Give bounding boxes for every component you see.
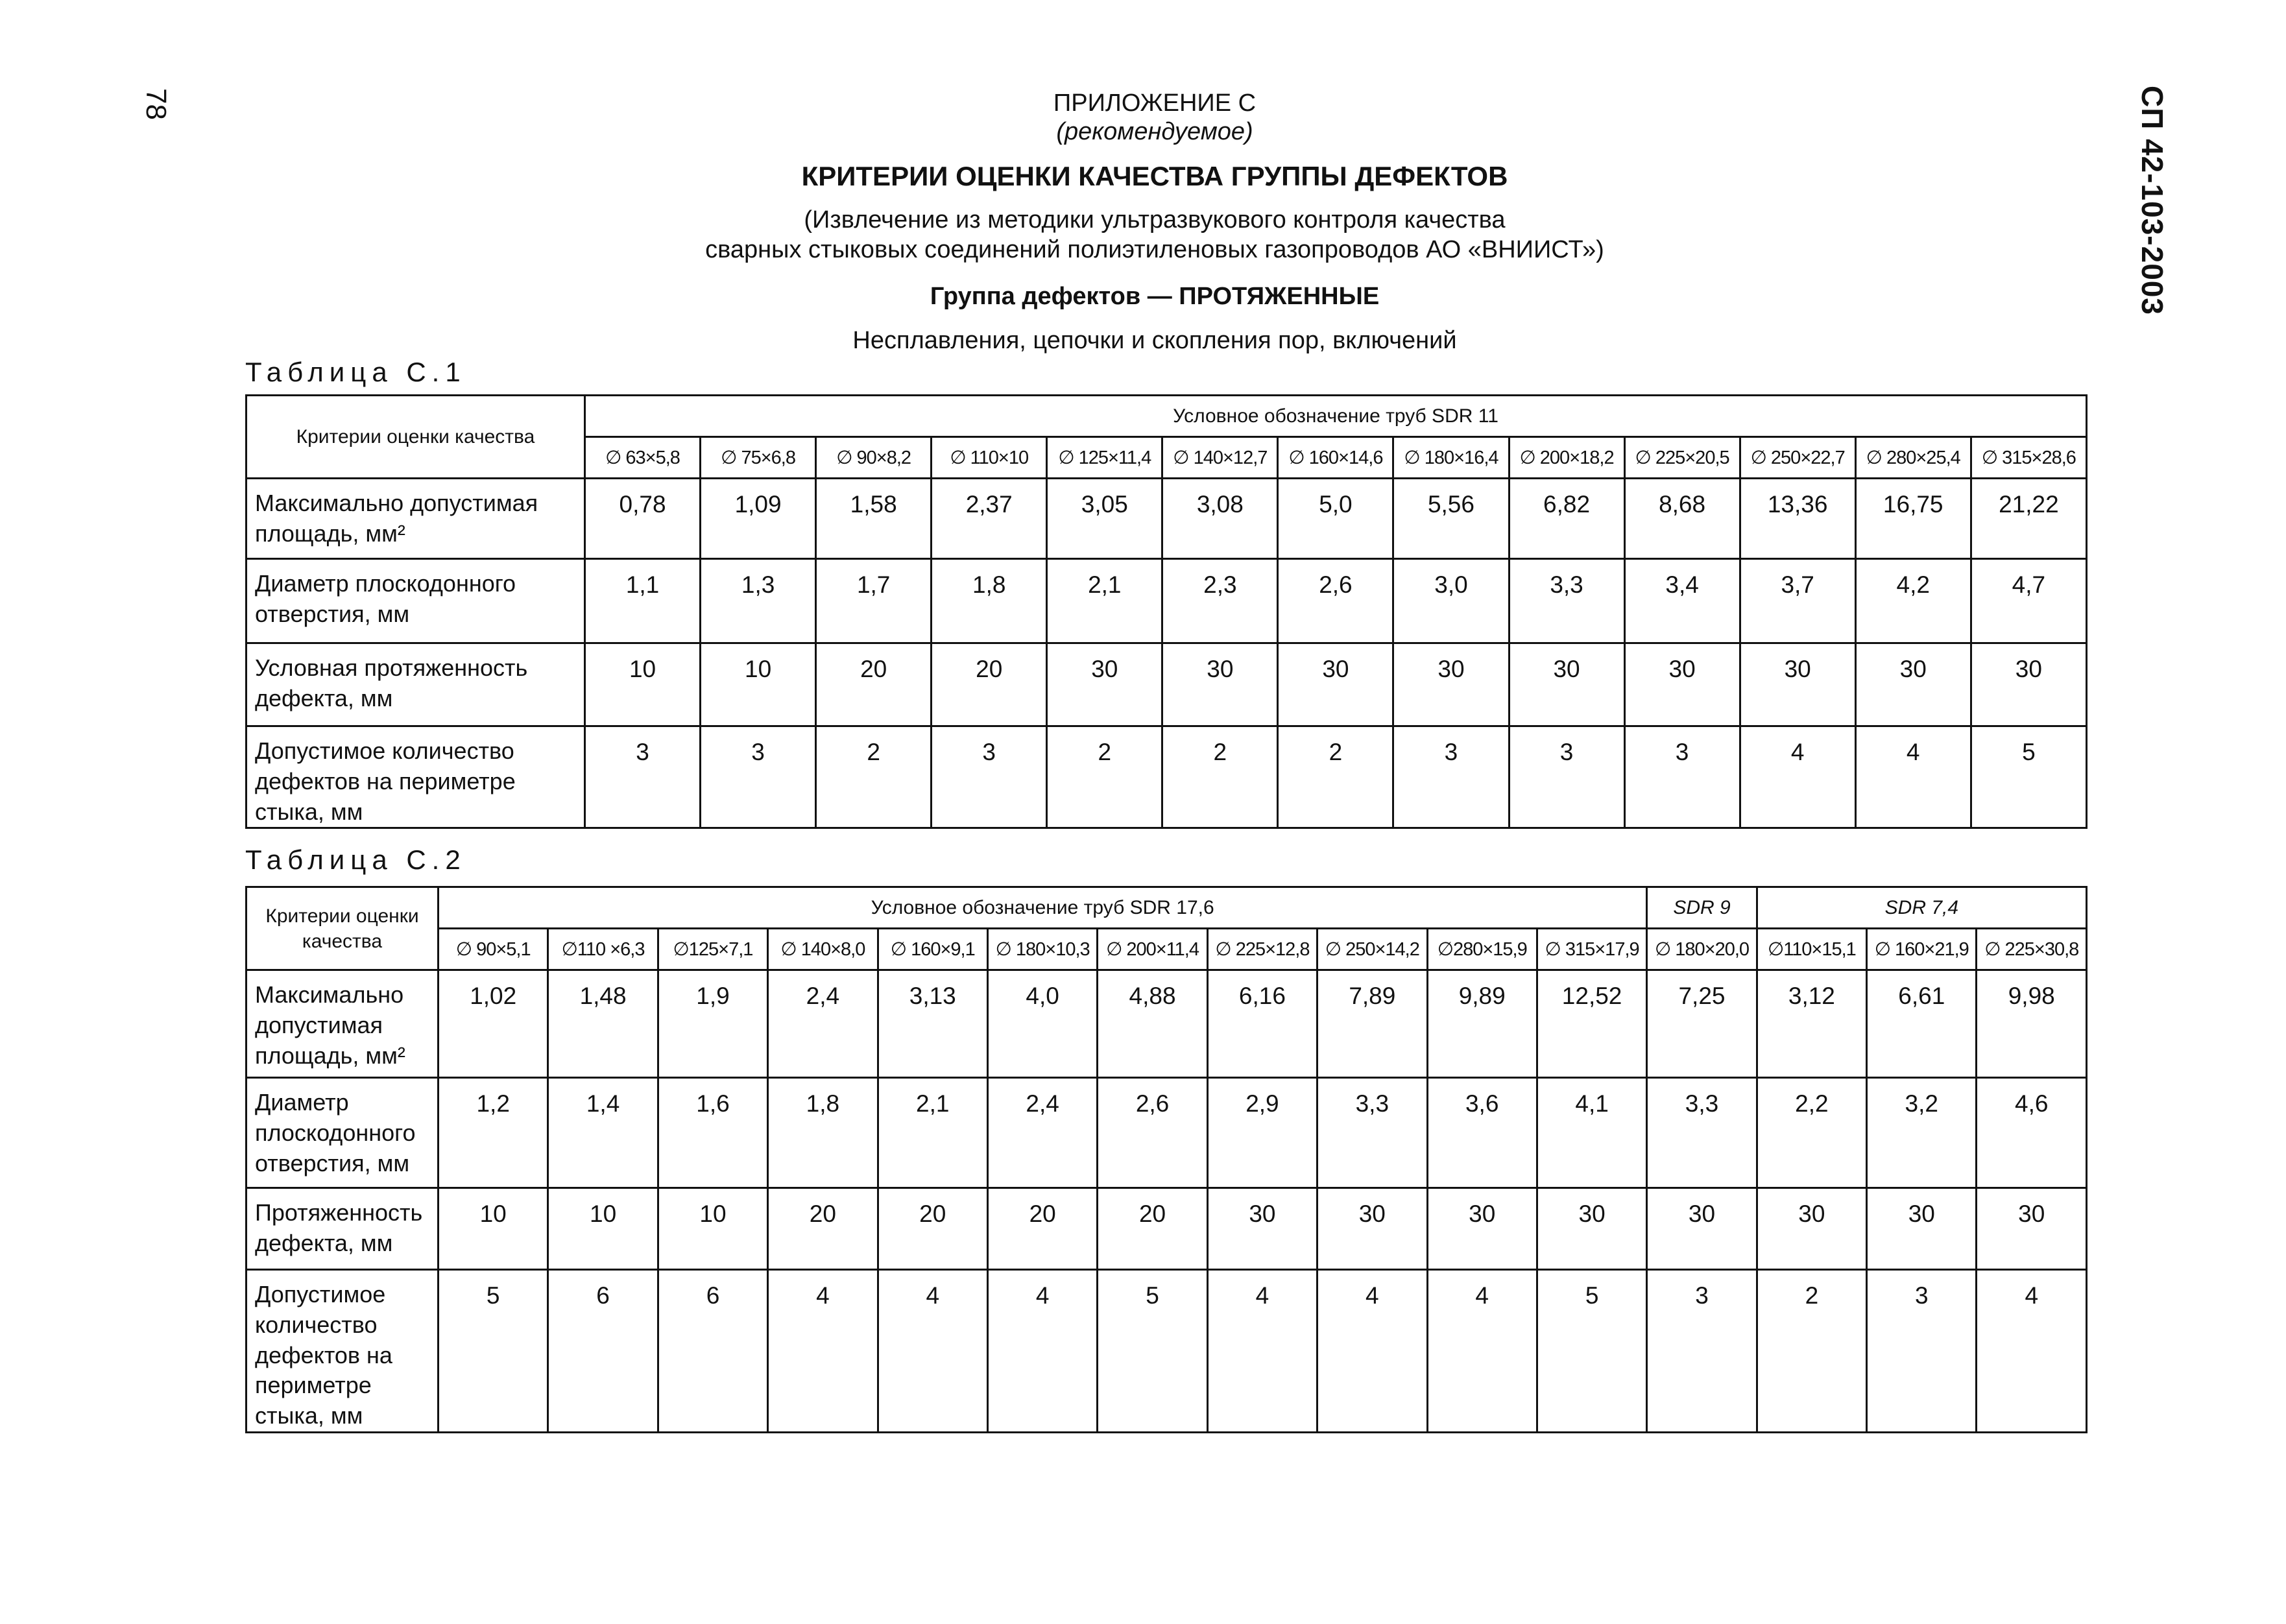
size-header-cell: ∅ 160×14,6: [1278, 437, 1393, 479]
size-header-cell: ∅ 250×22,7: [1740, 437, 1855, 479]
value-cell: 2,1: [1047, 559, 1162, 643]
value-cell: 30: [1047, 643, 1162, 726]
value-cell: 30: [1162, 643, 1278, 726]
table-c1: [245, 394, 2087, 829]
table-row: [247, 970, 2087, 1078]
value-cell: 3,08: [1162, 479, 1278, 559]
value-cell: 30: [1278, 643, 1393, 726]
size-header-cell: ∅280×15,9: [1427, 929, 1537, 970]
value-cell: 30: [1509, 643, 1624, 726]
value-cell: 30: [1624, 643, 1740, 726]
value-cell: 4: [768, 1270, 878, 1433]
defect-group-title: Группа дефектов — ПРОТЯЖЕННЫЕ: [930, 283, 1380, 310]
value-cell: 1,7: [816, 559, 932, 643]
table2-size-row: [247, 929, 2087, 970]
value-cell: 2: [816, 726, 932, 828]
value-cell: 5: [1098, 1270, 1207, 1433]
value-cell: 6,82: [1509, 479, 1624, 559]
appendix-label: ПРИЛОЖЕНИЕ С: [1053, 90, 1257, 117]
size-header-cell: ∅ 125×11,4: [1047, 437, 1162, 479]
value-cell: 4,6: [1977, 1078, 2087, 1188]
value-cell: 2: [1757, 1270, 1866, 1433]
value-cell: 30: [1393, 643, 1509, 726]
table2-sdr176-header: Условное обозначение труб SDR 17,6: [439, 887, 1647, 929]
table1-body: [247, 479, 2087, 828]
size-header-cell: ∅ 180×16,4: [1393, 437, 1509, 479]
value-cell: 2: [1047, 726, 1162, 828]
value-cell: 3: [1647, 1270, 1757, 1433]
size-header-cell: ∅ 140×12,7: [1162, 437, 1278, 479]
value-cell: 3,4: [1624, 559, 1740, 643]
value-cell: 1,09: [701, 479, 816, 559]
value-cell: 10: [701, 643, 816, 726]
value-cell: 10: [585, 643, 701, 726]
value-cell: 4: [1427, 1270, 1537, 1433]
value-cell: 3: [1624, 726, 1740, 828]
defect-subgroup: Несплавления, цепочки и скопления пор, включений: [852, 327, 1457, 354]
size-header-cell: ∅ 315×28,6: [1971, 437, 2086, 479]
value-cell: 20: [1098, 1188, 1207, 1270]
value-cell: 30: [1977, 1188, 2087, 1270]
table2-caption: Таблица С.2: [245, 844, 466, 875]
value-cell: 30: [1537, 1188, 1646, 1270]
value-cell: 2,4: [987, 1078, 1097, 1188]
value-cell: 6,61: [1867, 970, 1977, 1078]
table-row: [247, 726, 2087, 828]
value-cell: 2,1: [878, 1078, 987, 1188]
table2-criteria-header: Критерии оценки качества: [247, 887, 439, 970]
value-cell: 1,2: [439, 1078, 548, 1188]
value-cell: 2,3: [1162, 559, 1278, 643]
value-cell: 5,0: [1278, 479, 1393, 559]
value-cell: 30: [1757, 1188, 1866, 1270]
value-cell: 12,52: [1537, 970, 1646, 1078]
value-cell: 3,3: [1647, 1078, 1757, 1188]
table2-sdr74-header: SDR 7,4: [1757, 887, 2086, 929]
page-number: 78: [140, 88, 172, 120]
value-cell: 20: [932, 643, 1047, 726]
value-cell: 4,2: [1855, 559, 1971, 643]
table1-criteria-header: Критерии оценки качества: [247, 396, 585, 479]
standard-code: СП 42-103-2003: [2136, 86, 2169, 315]
value-cell: 0,78: [585, 479, 701, 559]
value-cell: 30: [1971, 643, 2086, 726]
value-cell: 8,68: [1624, 479, 1740, 559]
value-cell: 3: [1867, 1270, 1977, 1433]
size-header-cell: ∅125×7,1: [658, 929, 767, 970]
value-cell: 1,02: [439, 970, 548, 1078]
value-cell: 3,13: [878, 970, 987, 1078]
value-cell: 3,0: [1393, 559, 1509, 643]
size-header-cell: ∅ 90×5,1: [439, 929, 548, 970]
value-cell: 1,8: [768, 1078, 878, 1188]
size-header-cell: ∅ 110×10: [932, 437, 1047, 479]
table2-body: [247, 970, 2087, 1433]
value-cell: 3: [585, 726, 701, 828]
row-label: Максимально допустимая площадь, мм²: [247, 970, 439, 1078]
size-header-cell: ∅ 225×12,8: [1207, 929, 1317, 970]
value-cell: 4,1: [1537, 1078, 1646, 1188]
size-header-cell: ∅ 250×14,2: [1317, 929, 1427, 970]
value-cell: 30: [1855, 643, 1971, 726]
value-cell: 4,88: [1098, 970, 1207, 1078]
value-cell: 1,48: [548, 970, 658, 1078]
extract-line-1: (Извлечение из методики ультразвукового контроля качества: [804, 206, 1506, 233]
table-row: [247, 1078, 2087, 1188]
value-cell: 2,6: [1098, 1078, 1207, 1188]
value-cell: 4,7: [1971, 559, 2086, 643]
value-cell: 3: [701, 726, 816, 828]
table1-sdr-header: Условное обозначение труб SDR 11: [585, 396, 2087, 437]
row-label: Допустимое количество дефектов на периметре стыка, мм: [247, 1270, 439, 1433]
size-header-cell: ∅ 225×20,5: [1624, 437, 1740, 479]
value-cell: 9,98: [1977, 970, 2087, 1078]
value-cell: 6: [658, 1270, 767, 1433]
value-cell: 3,3: [1509, 559, 1624, 643]
extract-line-2: сварных стыковых соединений полиэтиленовых газопроводов АО «ВНИИСТ»): [705, 236, 1604, 263]
value-cell: 3: [1393, 726, 1509, 828]
value-cell: 7,25: [1647, 970, 1757, 1078]
size-header-cell: ∅ 180×20,0: [1647, 929, 1757, 970]
size-header-cell: ∅ 63×5,8: [585, 437, 701, 479]
value-cell: 20: [878, 1188, 987, 1270]
value-cell: 2,4: [768, 970, 878, 1078]
page-title: КРИТЕРИИ ОЦЕНКИ КАЧЕСТВА ГРУППЫ ДЕФЕКТОВ: [801, 161, 1508, 191]
value-cell: 16,75: [1855, 479, 1971, 559]
appendix-note: (рекомендуемое): [1056, 118, 1253, 145]
value-cell: 9,89: [1427, 970, 1537, 1078]
value-cell: 20: [768, 1188, 878, 1270]
value-cell: 20: [987, 1188, 1097, 1270]
value-cell: 2: [1278, 726, 1393, 828]
value-cell: 3,6: [1427, 1078, 1537, 1188]
row-label: Протяженность дефекта, мм: [247, 1188, 439, 1270]
value-cell: 4: [1317, 1270, 1427, 1433]
value-cell: 3,7: [1740, 559, 1855, 643]
value-cell: 3,3: [1317, 1078, 1427, 1188]
value-cell: 2,2: [1757, 1078, 1866, 1188]
value-cell: 1,4: [548, 1078, 658, 1188]
row-label: Условная протяженность дефекта, мм: [247, 643, 585, 726]
value-cell: 10: [658, 1188, 767, 1270]
value-cell: 5: [439, 1270, 548, 1433]
value-cell: 2,6: [1278, 559, 1393, 643]
table-row: [247, 1188, 2087, 1270]
value-cell: 30: [1427, 1188, 1537, 1270]
size-header-cell: ∅ 160×21,9: [1867, 929, 1977, 970]
value-cell: 30: [1317, 1188, 1427, 1270]
value-cell: 4: [1977, 1270, 2087, 1433]
value-cell: 4: [1855, 726, 1971, 828]
value-cell: 7,89: [1317, 970, 1427, 1078]
table-c2: [245, 886, 2087, 1433]
value-cell: 4,0: [987, 970, 1097, 1078]
table-row: [247, 559, 2087, 643]
size-header-cell: ∅110×15,1: [1757, 929, 1866, 970]
value-cell: 30: [1740, 643, 1855, 726]
value-cell: 13,36: [1740, 479, 1855, 559]
row-label: Диаметр плоскодонного отверстия, мм: [247, 559, 585, 643]
value-cell: 3,12: [1757, 970, 1866, 1078]
size-header-cell: ∅ 315×17,9: [1537, 929, 1646, 970]
value-cell: 4: [878, 1270, 987, 1433]
value-cell: 20: [816, 643, 932, 726]
value-cell: 2,37: [932, 479, 1047, 559]
size-header-cell: ∅ 280×25,4: [1855, 437, 1971, 479]
row-label: Диаметр плоскодонного отверстия, мм: [247, 1078, 439, 1188]
row-label: Максимально допустимая площадь, мм²: [247, 479, 585, 559]
table-row: [247, 643, 2087, 726]
value-cell: 1,8: [932, 559, 1047, 643]
value-cell: 1,9: [658, 970, 767, 1078]
value-cell: 1,1: [585, 559, 701, 643]
value-cell: 4: [1740, 726, 1855, 828]
size-header-cell: ∅ 140×8,0: [768, 929, 878, 970]
value-cell: 6,16: [1207, 970, 1317, 1078]
size-header-cell: ∅ 200×18,2: [1509, 437, 1624, 479]
table-row: [247, 479, 2087, 559]
value-cell: 6: [548, 1270, 658, 1433]
size-header-cell: ∅ 200×11,4: [1098, 929, 1207, 970]
value-cell: 1,6: [658, 1078, 767, 1188]
value-cell: 5,56: [1393, 479, 1509, 559]
size-header-cell: ∅ 160×9,1: [878, 929, 987, 970]
table-row: [247, 1270, 2087, 1433]
value-cell: 30: [1647, 1188, 1757, 1270]
size-header-cell: ∅ 180×10,3: [987, 929, 1097, 970]
value-cell: 10: [548, 1188, 658, 1270]
value-cell: 30: [1207, 1188, 1317, 1270]
size-header-cell: ∅ 90×8,2: [816, 437, 932, 479]
value-cell: 1,3: [701, 559, 816, 643]
size-header-cell: ∅110 ×6,3: [548, 929, 658, 970]
value-cell: 4: [1207, 1270, 1317, 1433]
value-cell: 5: [1537, 1270, 1646, 1433]
size-header-cell: ∅ 75×6,8: [701, 437, 816, 479]
value-cell: 4: [987, 1270, 1097, 1433]
value-cell: 3: [932, 726, 1047, 828]
value-cell: 10: [439, 1188, 548, 1270]
size-header-cell: ∅ 225×30,8: [1977, 929, 2087, 970]
value-cell: 30: [1867, 1188, 1977, 1270]
value-cell: 3: [1509, 726, 1624, 828]
row-label: Допустимое количество дефектов на периметре стыка, мм: [247, 726, 585, 828]
value-cell: 3,2: [1867, 1078, 1977, 1188]
table1-caption: Таблица С.1: [245, 357, 466, 387]
value-cell: 2: [1162, 726, 1278, 828]
value-cell: 5: [1971, 726, 2086, 828]
table2-sdr9-header: SDR 9: [1647, 887, 1757, 929]
value-cell: 3,05: [1047, 479, 1162, 559]
value-cell: 1,58: [816, 479, 932, 559]
value-cell: 21,22: [1971, 479, 2086, 559]
value-cell: 2,9: [1207, 1078, 1317, 1188]
